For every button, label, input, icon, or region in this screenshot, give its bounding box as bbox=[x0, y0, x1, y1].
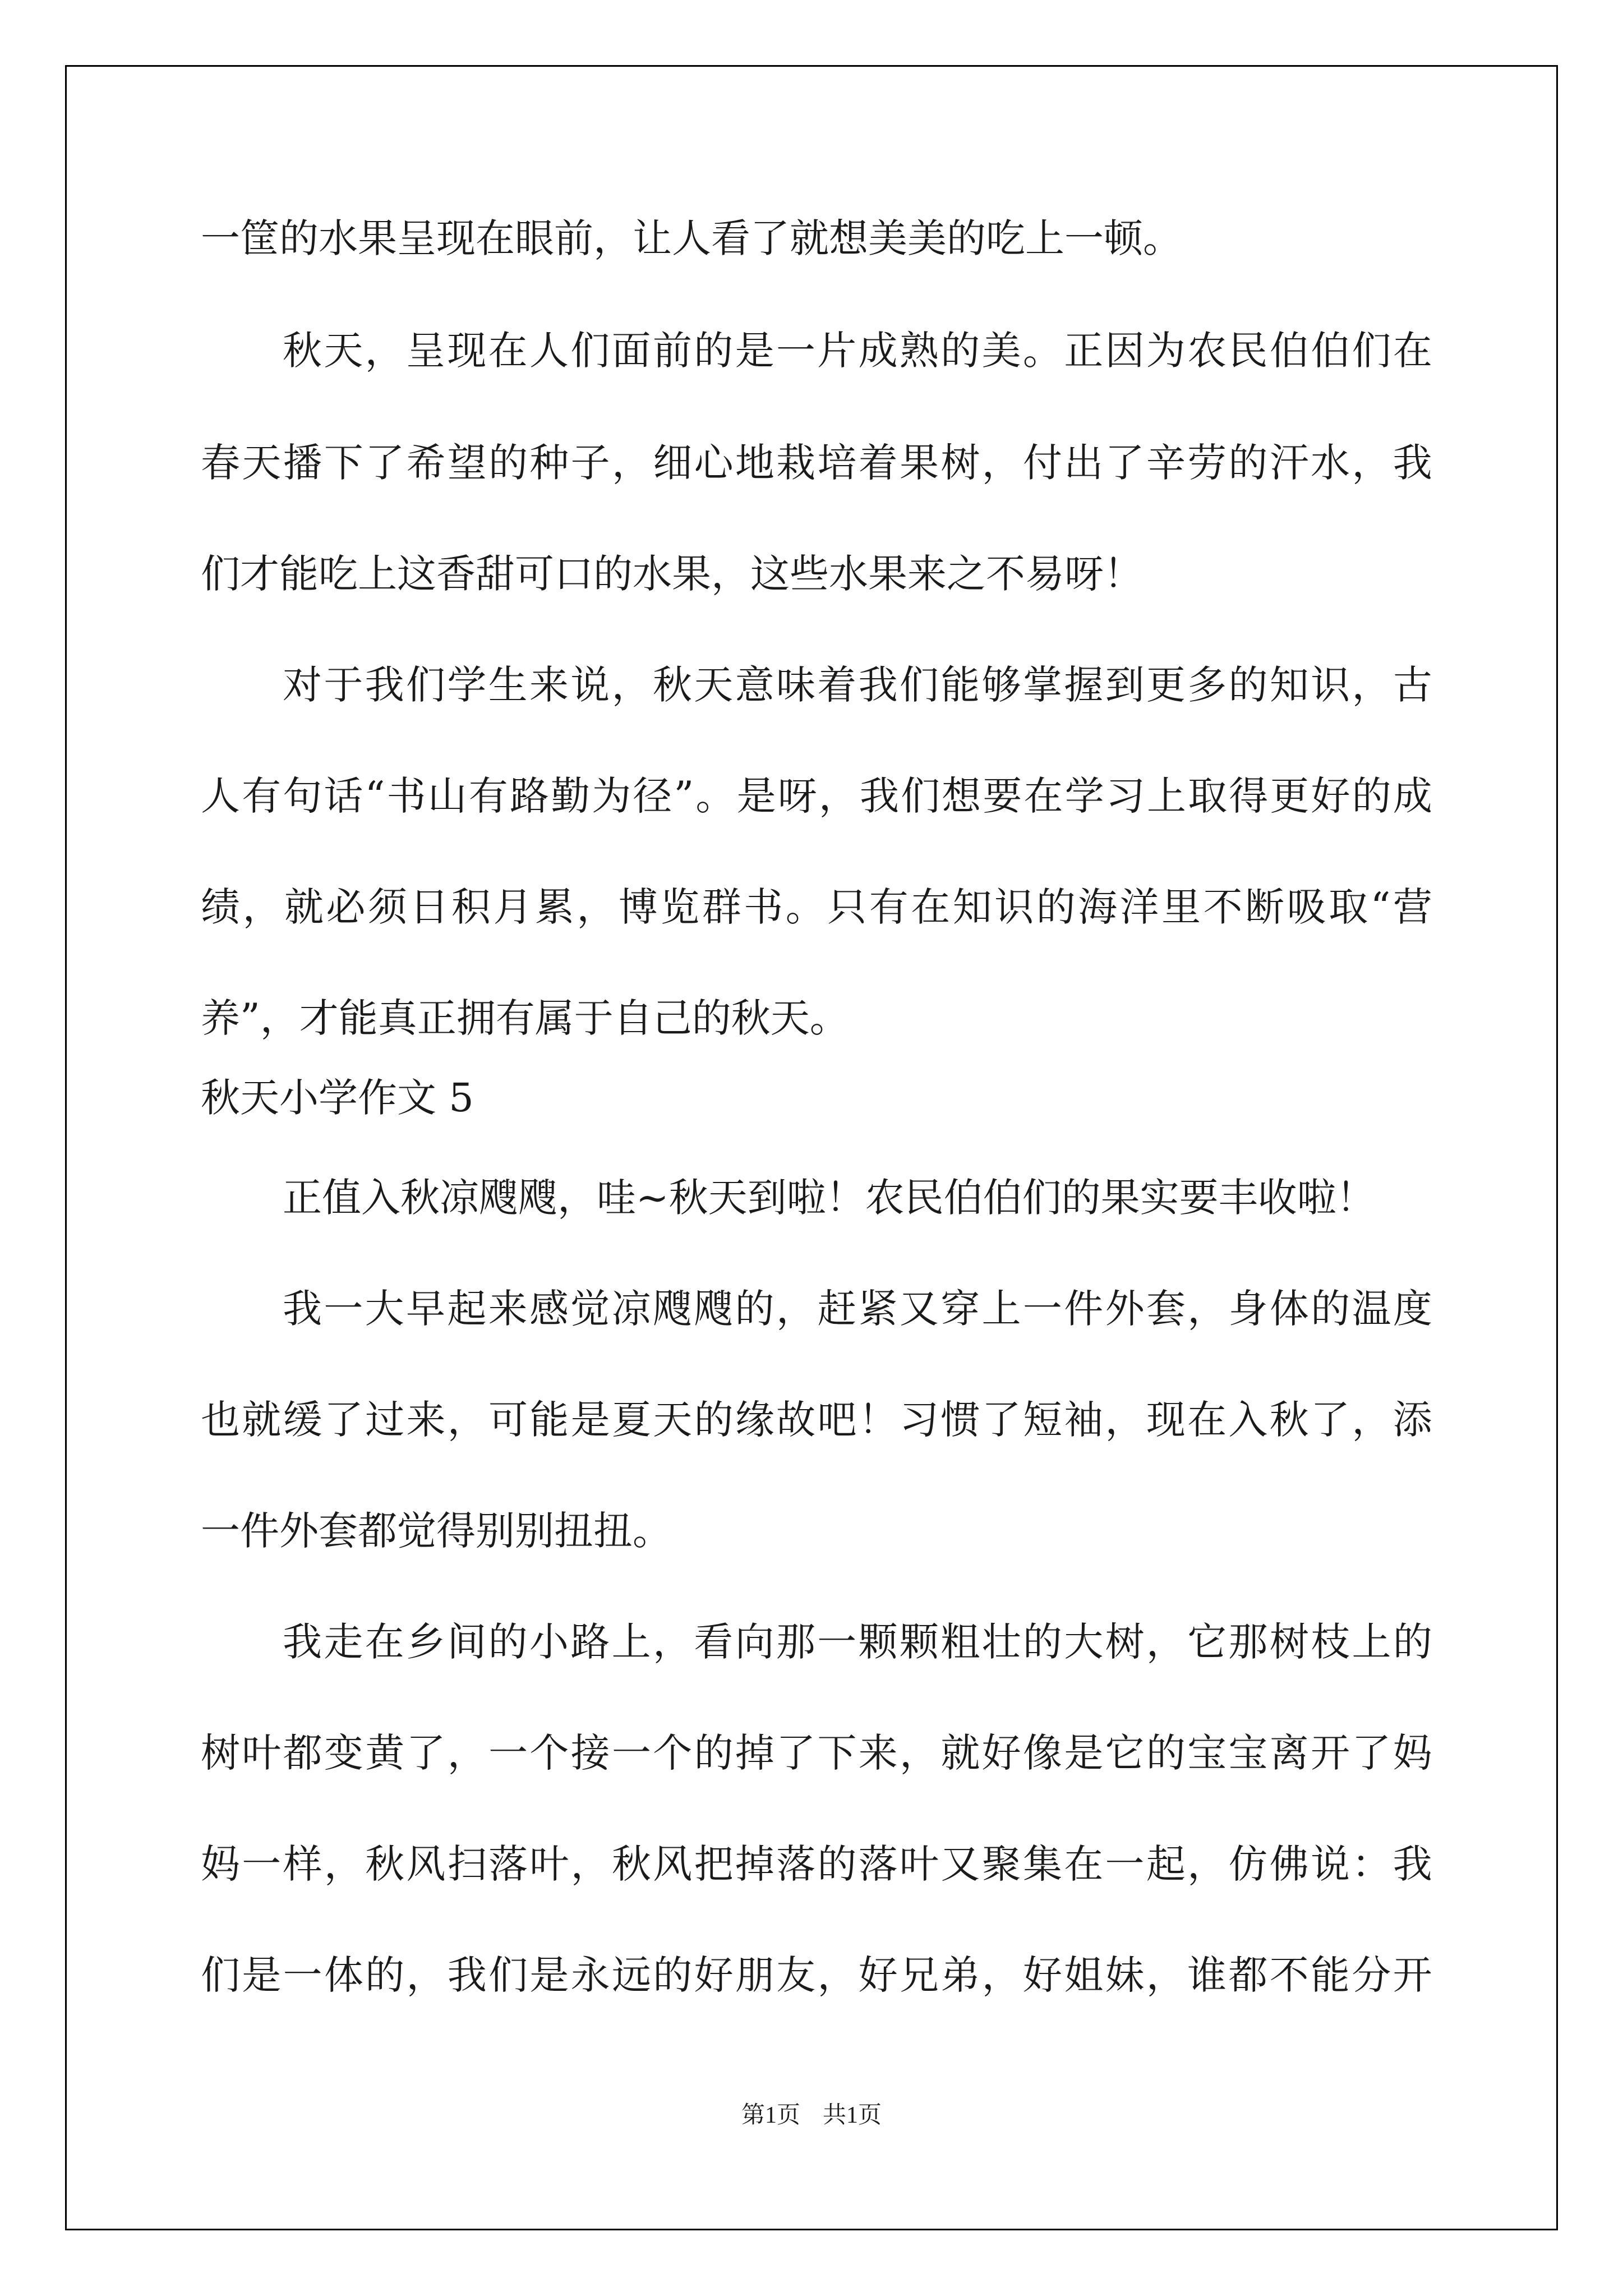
text-line: 一筐的水果呈现在眼前，让人看了就想美美的吃上一顿。 bbox=[201, 215, 1182, 261]
text-line: 对 于 我 们 学 生 来 说 ， 秋 天 意 味 着 我 们 能 够 掌 握 到 更 多 的 知 识 ， 古 bbox=[283, 662, 1432, 708]
text-line: 也 就 缓 了 过 来 ， 可 能 是 夏 天 的 缘 故 吧 ！ 习 惯 了 短 袖 ， 现 在 入 秋 了 ， 添 bbox=[201, 1397, 1432, 1443]
page-border bbox=[65, 65, 1558, 2230]
text-line: 绩 ， 就 必 须 日 积 月 累 ， 博 览 群 书 。 只 有 在 知 识 的 海 洋 里 不 断 吸 取 “ 营 bbox=[201, 884, 1432, 930]
text-line: 们 是 一 体 的 ， 我 们 是 永 远 的 好 朋 友 ， 好 兄 弟 ， 好 姐 妹 ， 谁 都 不 能 分 开 bbox=[201, 1952, 1432, 1998]
section-heading: 秋天小学作文 5 bbox=[201, 1075, 474, 1121]
text-line: 们才能吃上这香甜可口的水果，这些水果来之不易呀！ bbox=[201, 551, 1143, 597]
text-line: 春 天 播 下 了 希 望 的 种 子 ， 细 心 地 栽 培 着 果 树 ， 付 出 了 辛 劳 的 汗 水 ， 我 bbox=[201, 440, 1432, 486]
text-line: 我 一 大 早 起 来 感 觉 凉 飕 飕 的 ， 赶 紧 又 穿 上 一 件 外 套 ， 身 体 的 温 度 bbox=[283, 1286, 1432, 1332]
text-line: 养”，才能真正拥有属于自己的秋天。 bbox=[201, 995, 849, 1041]
text-line: 我 走 在 乡 间 的 小 路 上 ， 看 向 那 一 颗 颗 粗 壮 的 大 树 ， 它 那 树 枝 上 的 bbox=[283, 1619, 1432, 1665]
text-line: 正值入秋凉飕飕，哇~秋天到啦！农民伯伯们的果实要丰收啦！ bbox=[283, 1175, 1376, 1221]
text-line: 秋 天 ， 呈 现 在 人 们 面 前 的 是 一 片 成 熟 的 美 。 正 因 为 农 民 伯 伯 们 在 bbox=[283, 328, 1432, 374]
text-line: 妈 一 样 ， 秋 风 扫 落 叶 ， 秋 风 把 掉 落 的 落 叶 又 聚 集 在 一 起 ， 仿 佛 说 ： 我 bbox=[201, 1841, 1432, 1887]
page-total: 共1页 bbox=[823, 2102, 882, 2128]
text-line: 树 叶 都 变 黄 了 ， 一 个 接 一 个 的 掉 了 下 来 ， 就 好 像 是 它 的 宝 宝 离 开 了 妈 bbox=[201, 1730, 1432, 1776]
page-footer bbox=[0, 2100, 1623, 2131]
page-number: 第1页 bbox=[741, 2102, 800, 2128]
text-line: 一件外套都觉得别别扭扭。 bbox=[201, 1508, 672, 1554]
text-line: 人 有 句 话 “ 书 山 有 路 勤 为 径 ” 。 是 呀 ， 我 们 想 要 在 学 习 上 取 得 更 好 的 成 bbox=[201, 773, 1432, 819]
